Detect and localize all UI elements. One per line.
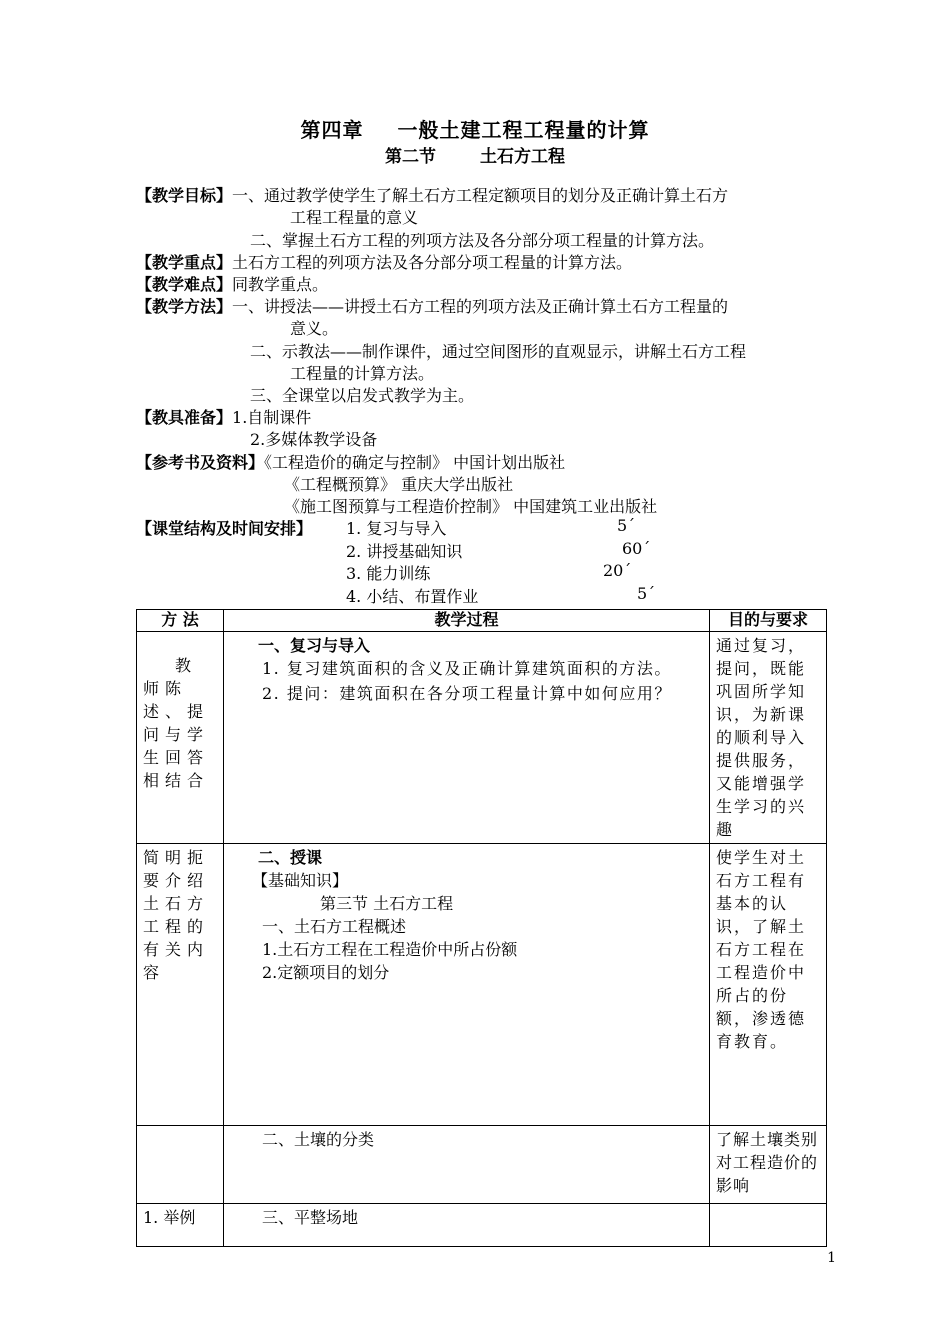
methods-label: 【教学方法】 — [136, 297, 233, 316]
process-heading: 二、授课 — [258, 848, 323, 867]
objectives-line-1 — [136, 185, 728, 207]
process-line-1: 一、土石方工程概述 — [262, 917, 407, 936]
methods-line-2: 二、示教法——制作课件，通过空间图形的直观显示，讲解土石方工程 — [250, 342, 747, 361]
objectives-line-1-cont: 工程工程量的意义 — [290, 208, 419, 227]
difficulties-text: 同教学重点。 — [232, 275, 329, 294]
equipment-item-1: 1.自制课件 — [232, 408, 312, 427]
header-process: 教学过程 — [224, 610, 710, 632]
objectives-label: 【教学目标】 — [136, 186, 233, 205]
process-cell — [224, 1204, 710, 1247]
process-line-3: 2.定额项目的划分 — [262, 963, 390, 982]
chapter-number: 第四章 — [300, 118, 364, 142]
table-row — [137, 1126, 827, 1204]
process-heading: 一、复习与导入 — [258, 636, 371, 655]
process-section-title: 第三节 土石方工程 — [320, 894, 454, 913]
equipment-item-2: 2.多媒体教学设备 — [250, 430, 378, 449]
table-row — [137, 1204, 827, 1247]
method-text: 教师陈述、提问与学生回答相结合 — [143, 656, 210, 790]
process-line: 三、平整场地 — [262, 1208, 359, 1227]
goal-text: 了解土壤类别对工程造价的影响 — [716, 1130, 819, 1195]
schedule-time-3: 20΄ — [603, 561, 632, 580]
goal-text: 通过复习，提问，既能巩固所学知识，为新课的顺利导入提供服务，又能增强学生学习的兴趣 — [716, 636, 807, 839]
goal-text: 使学生对土石方工程有基本的认识，了解土石方工程在工程造价中所占的份额，渗透德育教育。 — [716, 848, 807, 1051]
section-title — [0, 142, 950, 167]
process-cell — [224, 844, 710, 1126]
process-line: 二、土壤的分类 — [262, 1130, 375, 1149]
method-cell — [137, 1204, 224, 1247]
method-text: 1. 举例 — [143, 1208, 196, 1227]
schedule-time-1: 5΄ — [617, 516, 636, 535]
reference-book-2: 《工程概预算》 重庆大学出版社 — [284, 475, 514, 494]
method-cell — [137, 844, 224, 1126]
method-cell — [137, 1126, 224, 1204]
methods-line-2-cont: 工程量的计算方法。 — [290, 364, 435, 383]
objectives-line-2: 二、掌握土石方工程的列项方法及各分部分项工程量的计算方法。 — [250, 231, 715, 250]
goal-cell — [710, 1204, 827, 1247]
method-text: 简明扼要介绍土石方工程的有关内容 — [143, 848, 210, 982]
methods-text-1: 一、讲授法——讲授土石方工程的列项方法及正确计算土石方工程量的 — [232, 297, 729, 316]
methods-line-1 — [136, 296, 728, 318]
header-method: 方 法 — [137, 610, 224, 632]
section-number: 第二节 — [385, 147, 436, 167]
methods-line-1-cont: 意义。 — [290, 319, 339, 338]
process-subheading: 【基础知识】 — [252, 871, 349, 890]
goal-cell — [710, 1126, 827, 1204]
key-points-text: 土石方工程的列项方法及各分部分项工程量的计算方法。 — [232, 253, 633, 272]
table-header-row — [137, 610, 827, 632]
process-cell — [224, 1126, 710, 1204]
objectives-text-1: 一、通过教学使学生了解土石方工程定额项目的划分及正确计算土石方 — [232, 186, 729, 205]
goal-cell — [710, 632, 827, 844]
table-row — [137, 844, 827, 1126]
section-name: 土石方工程 — [480, 147, 565, 167]
goal-cell — [710, 844, 827, 1126]
table-row — [137, 632, 827, 844]
key-points-line — [136, 252, 632, 274]
difficulties-line — [136, 274, 328, 296]
schedule-item-1: 1. 复习与导入 — [346, 519, 447, 538]
key-points-label: 【教学重点】 — [136, 253, 233, 272]
schedule-label — [136, 518, 312, 540]
process-paragraph-1: 1. 复习建筑面积的含义及正确计算建筑面积的方法。 — [262, 659, 672, 678]
chapter-title — [0, 114, 950, 143]
header-goal: 目的与要求 — [710, 610, 827, 632]
references-label: 【参考书及资料】 — [136, 453, 265, 472]
equipment-label: 【教具准备】 — [136, 408, 233, 427]
methods-line-3: 三、全课堂以启发式教学为主。 — [250, 386, 475, 405]
reference-book-3: 《施工图预算与工程造价控制》 中国建筑工业出版社 — [284, 497, 658, 516]
method-cell — [137, 632, 224, 844]
schedule-item-4: 4. 小结、布置作业 — [346, 587, 479, 606]
page-number: 1 — [827, 1250, 836, 1266]
difficulties-label: 【教学难点】 — [136, 275, 233, 294]
process-cell — [224, 632, 710, 844]
schedule-item-3: 3. 能力训练 — [346, 564, 431, 583]
references-line-1 — [136, 452, 565, 474]
equipment-line-1 — [136, 407, 311, 429]
schedule-label-text: 【课堂结构及时间安排】 — [136, 519, 313, 538]
process-paragraph-2: 2. 提问：建筑面积在各分项工程量计算中如何应用？ — [262, 684, 672, 703]
schedule-time-4: 5΄ — [637, 584, 656, 603]
lesson-plan-table — [136, 609, 827, 1247]
chapter-name: 一般土建工程工程量的计算 — [397, 118, 650, 142]
schedule-time-2: 60΄ — [622, 539, 651, 558]
process-line-2: 1.土石方工程在工程造价中所占份额 — [262, 940, 518, 959]
reference-book-1: 《工程造价的确定与控制》 中国计划出版社 — [264, 453, 566, 472]
schedule-item-2: 2. 讲授基础知识 — [346, 542, 463, 561]
